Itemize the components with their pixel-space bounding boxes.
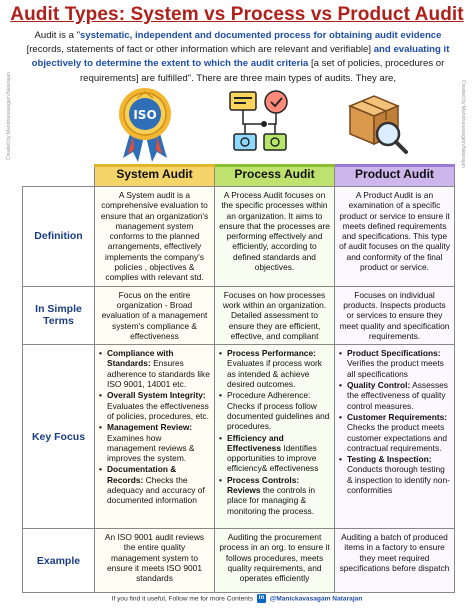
list-item: • Product Specifications: Verifies the product meets all specifications [339,348,450,379]
footer-text: If you find it useful, Follow me for more Contents [111,595,254,603]
list-item: • Compliance with Standards: Ensures adherence to standards like ISO 9001, 14001 etc. [99,348,210,389]
author-handle-link[interactable]: @Manickavasagam Natarajan [269,595,363,603]
simple-terms-process: Focuses on how processes work within an organization. Detailed assessment to ensure they are efficient, effective, and compliant [215,286,335,344]
list-item: • Management Review: Examines how management reviews & improves the system. [99,422,210,463]
header-product-audit: Product Audit [335,166,455,187]
list-item: • Procedure Adherence: Checks if process follow documented guidelines and procedures. [219,390,330,431]
definition-product: A Product Audit is an examination of a specific product or service to ensure it meets defined requirements and specifications. This type of audit focuses on the quality and conformity of the final product or service. [335,187,455,287]
list-item: • Process Controls: Reviews the controls in place for managing & monitoring the process. [219,475,330,516]
list-item: • Overall System Integrity: Evaluates the effectiveness of policies, procedures, etc. [99,390,210,421]
side-credit-right: Created by Manickavasagam Natarajan [460,80,466,168]
intro-highlight-2: and evaluating it objectively to determine the extent to which the audit criteria [31,44,450,70]
row-label-definition: Definition [23,187,95,287]
process-flow-icon [224,84,296,164]
list-item: • Process Performance: Evaluates if process work as intended & achieve desired outcomes. [219,348,330,389]
table-header-row [23,166,455,187]
list-item: • Efficiency and Effectiveness Identifies opportunities to improve efficiency& effectiveness [219,433,330,474]
side-credit-left: Created by Manickavasagam Natarajan [6,72,12,160]
header-process-audit: Process Audit [215,166,335,187]
table-row-simple-terms [23,286,455,344]
list-item: • Customer Requirements: Checks the product meets customer expectations and contractual requirements. [339,412,450,453]
intro-paragraph [22,29,454,86]
list-item: • Documentation & Records: Checks the adequacy and accuracy of documented information [99,464,210,505]
icon-row [0,84,474,164]
definition-system: A System audit is a comprehensive evaluation to ensure that an organization's management system conforms to the planned arrangements, effectively implements the company's policies , objectives & complies with relevant std. [95,187,215,287]
iso-badge-icon [109,84,181,164]
page-title: Audit Types: System vs Process vs Product Audit [10,4,464,25]
intro-text-3: [a set of policies, procedures or requirements] are fulfilled". There are three main types of audits. They are, [79,58,445,84]
example-system: An ISO 9001 audit reviews the entire quality management system to ensure it meets ISO 9001 standards [95,529,215,593]
key-focus-product [335,345,455,529]
key-focus-system [95,345,215,529]
table-row-example [23,529,455,593]
list-item: • Testing & Inspection: Conducts thorough testing & inspection to identify non-conformities [339,454,450,495]
table-row-key-focus [23,345,455,529]
linkedin-icon[interactable]: in [258,595,265,601]
intro-text-1: Audit is a " [34,30,81,41]
example-product: Auditing a batch of produced items in a factory to ensure they meet required specifications before dispatch [335,529,455,593]
key-focus-process [215,345,335,529]
definition-process: A Process Audit focuses on the specific processes within an organization. It aims to ensure that the processes are performing effectively and efficiently, according to defined standards and objectives. [215,187,335,287]
simple-terms-product: Focuses on individual products. Inspects products or services to ensure they meet quality and specification requirements. [335,286,455,344]
intro-text-2: [records, statements of fact or other information which are relevant and verifiable] [26,44,374,56]
list-item: • Quality Control: Assesses the effectiveness of quality control measures. [339,380,450,411]
footer [0,594,474,603]
intro-highlight-1: systematic, independent and documented process for obtaining audit evidence [80,30,442,41]
audit-comparison-table [22,164,455,593]
row-label-key-focus: Key Focus [23,345,95,529]
simple-terms-system: Focus on the entire organization - Broad evaluation of a management system's compliance & effectiveness [95,286,215,344]
product-search-icon [340,84,412,164]
header-system-audit: System Audit [95,166,215,187]
header-blank [23,166,95,187]
row-label-simple-terms: In Simple Terms [23,286,95,344]
row-label-example: Example [23,529,95,593]
table-row-definition [23,187,455,287]
iso-badge-text: ISO [133,108,157,122]
example-process: Auditing the procurement process in an org. to ensure it follows procedures, meets quality requirements, and operates efficiently [215,529,335,593]
